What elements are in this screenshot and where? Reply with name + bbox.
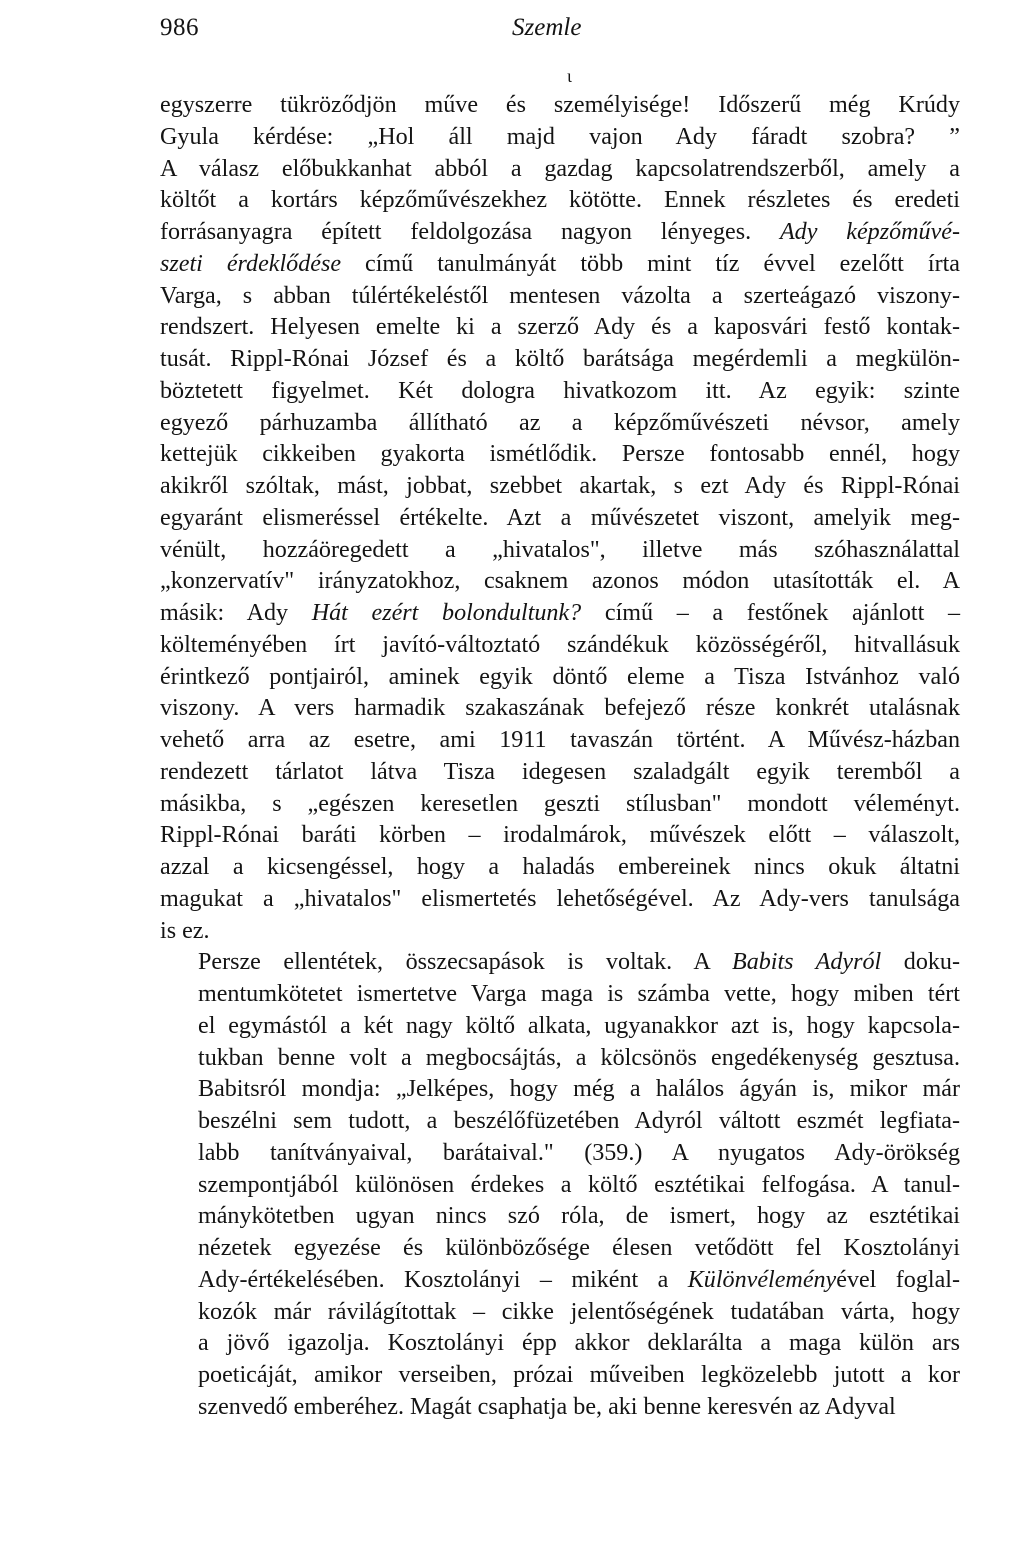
italic-title: Ady képzőművé-	[779, 219, 960, 245]
text-run: kozók már rávilágítottak – cikke jelentőségének tudatában várta, hogy	[198, 1298, 960, 1325]
text-run: „konzervatív" irányzatokhoz, csaknem azonos módon utasították el. A	[160, 568, 960, 595]
text-line	[160, 535, 960, 567]
italic-title: Babits Adyról	[731, 949, 882, 976]
text-line	[160, 1265, 960, 1297]
text-run: is ez.	[160, 917, 210, 944]
text-run: szempontjából különösen érdekes a költő esztétikai felfogása. A tanul-	[198, 1171, 960, 1198]
text-run: másikba, s „egészen keresetlen geszti stílusban" mondott véleményt.	[160, 790, 960, 817]
text-run: egyező párhuzamba állítható az a képzőművészeti névsor, amely	[160, 409, 960, 436]
stray-print-mark: ι	[567, 66, 572, 86]
text-line	[160, 693, 960, 725]
text-run: Persze ellentétek, összecsapások is voltak. A	[198, 949, 732, 976]
text-run: Rippl-Rónai baráti körben – irodalmárok, művészek előtt – válaszolt,	[160, 822, 960, 849]
text-line	[160, 503, 960, 535]
text-line	[160, 725, 960, 757]
text-line	[160, 376, 960, 408]
text-line	[160, 979, 960, 1011]
text-line	[160, 916, 960, 948]
text-line	[160, 852, 960, 884]
text-line	[160, 217, 960, 249]
text-run: azzal a kicsengéssel, hogy a haladás embereinek nincs okuk áltatni	[160, 854, 960, 880]
text-run: Varga, s abban túlértékeléstől mentesen vázolta a szerteágazó viszony-	[160, 282, 960, 309]
text-run: rendezett tárlatot látva Tisza idegesen szaladgált egyik teremből a	[160, 758, 960, 785]
text-line	[160, 185, 960, 217]
text-run: akikről szóltak, mást, jobbat, szebbet akartak, s ezt Ady és Rippl-Rónai	[160, 473, 960, 499]
text-line	[160, 566, 960, 598]
text-line	[160, 1170, 960, 1202]
text-run: magukat a „hivatalos" elismertetés lehetőségével. Az Ady-vers tanulsága	[160, 885, 960, 912]
text-run: Gyula kérdése: „Hol áll majd vajon Ady fáradt szobra? ”	[160, 123, 960, 150]
text-line	[160, 344, 960, 376]
text-run: A válasz előbukkanhat abból a gazdag kapcsolatrendszerből, amely a	[160, 155, 960, 182]
text-run: című tanulmányát több mint tíz évvel ezelőtt írta	[341, 250, 960, 277]
text-line	[160, 1201, 960, 1233]
text-run: tukban benne volt a megbocsájtás, a kölcsönös engedékenység gesztusa.	[198, 1044, 960, 1071]
text-line	[160, 1074, 960, 1106]
text-run: kettejük cikkeiben gyakorta ismétlődik. Persze fontosabb ennél, hogy	[160, 441, 960, 468]
text-line	[160, 598, 960, 630]
text-line	[160, 1011, 960, 1043]
journal-title: Szemle	[512, 14, 582, 41]
text-run: vehető arra az esetre, ami 1911 tavaszán történt. A Művész-házban	[160, 727, 960, 753]
text-run: másik: Ady	[160, 600, 312, 626]
text-line	[160, 1043, 960, 1075]
text-run: böztetett figyelmet. Két dologra hivatkozom itt. Az egyik: szinte	[160, 377, 960, 404]
text-run: labb tanítványaival, barátaival." (359.) A nyugatos Ady-örökség	[198, 1139, 960, 1166]
text-line	[160, 1138, 960, 1170]
text-line	[160, 90, 960, 122]
text-line	[160, 1360, 960, 1392]
text-line	[160, 1106, 960, 1138]
text-run: szenvedő emberéhez. Magát csaphatja be, aki benne keresvén az Adyval	[198, 1393, 896, 1420]
text-line	[160, 1297, 960, 1329]
italic-title: Különvélemény	[687, 1266, 837, 1293]
text-line	[160, 122, 960, 154]
text-run: viszony. A vers harmadik szakaszának befejező része konkrét utalásnak	[160, 695, 960, 722]
text-line	[160, 249, 960, 281]
text-run: Ady-értékelésében. Kosztolányi – miként a	[198, 1266, 688, 1293]
page-number: 986	[160, 14, 199, 41]
running-head	[160, 14, 960, 54]
text-line	[160, 1328, 960, 1360]
text-run: mánykötetben ugyan nincs szó róla, de ismert, hogy az esztétikai	[198, 1203, 960, 1230]
text-line	[160, 820, 960, 852]
text-run: költőt a kortárs képzőművészekhez kötötte. Ennek részletes és eredeti	[160, 187, 960, 214]
text-run: beszélni sem tudott, a beszélőfüzetében Adyról váltott eszmét legfiata-	[198, 1108, 960, 1134]
text-run: a jövő igazolja. Kosztolányi épp akkor deklarálta a maga külön ars	[198, 1330, 960, 1357]
text-line	[160, 789, 960, 821]
text-line	[160, 312, 960, 344]
text-run: vénült, hozzáöregedett a „hivatalos", illetve más szóhasználattal	[160, 536, 960, 563]
text-line	[160, 408, 960, 440]
paragraph	[160, 90, 960, 947]
text-line	[160, 630, 960, 662]
text-run: poeticáját, amikor verseiben, prózai műveiben legközelebb jutott a kor	[198, 1362, 960, 1388]
text-run: egyaránt elismeréssel értékelte. Azt a művészetet viszont, amelyik meg-	[160, 504, 960, 531]
text-run: Babitsról mondja: „Jelképes, hogy még a halálos ágyán is, mikor már	[198, 1076, 960, 1103]
text-line	[160, 471, 960, 503]
text-line	[160, 1392, 960, 1424]
text-run: mentumkötetet ismertetve Varga maga is számba vette, hogy miben tért	[198, 981, 960, 1007]
text-run: ével foglal-	[836, 1266, 961, 1293]
text-run: költeményében írt javító-változtató szándékuk közösségéről, hitvallásuk	[160, 631, 960, 658]
text-run: doku-	[881, 949, 960, 976]
text-run: című – a festőnek ajánlott –	[581, 600, 960, 626]
paragraph	[160, 947, 960, 1423]
text-run: egyszerre tükröződjön műve és személyisége! Időszerű még Krúdy	[160, 92, 960, 118]
italic-title: Hát ezért bolondultunk?	[311, 600, 582, 626]
text-line	[160, 1233, 960, 1265]
text-line	[160, 884, 960, 916]
text-line	[160, 947, 960, 979]
text-line	[160, 662, 960, 694]
text-run: érintkező pontjairól, aminek egyik döntő eleme a Tisza Istvánhoz való	[160, 663, 960, 690]
italic-title: szeti érdeklődése	[160, 250, 342, 277]
text-run: tusát. Rippl-Rónai József és a költő barátsága megérdemli a megkülön-	[160, 346, 960, 372]
text-run: nézetek egyezése és különbözősége élesen vetődött fel Kosztolányi	[198, 1235, 960, 1261]
text-run: el egymástól a két nagy költő alkata, ugyanakkor azt is, hogy kapcsola-	[198, 1012, 960, 1039]
text-run: forrásanyagra épített feldolgozása nagyon lényeges.	[160, 219, 780, 245]
text-run: rendszert. Helyesen emelte ki a szerző Ady és a kaposvári festő kontak-	[160, 314, 960, 341]
text-line	[160, 757, 960, 789]
text-line	[160, 439, 960, 471]
text-line	[160, 154, 960, 186]
article-body	[160, 90, 960, 1424]
text-line	[160, 281, 960, 313]
